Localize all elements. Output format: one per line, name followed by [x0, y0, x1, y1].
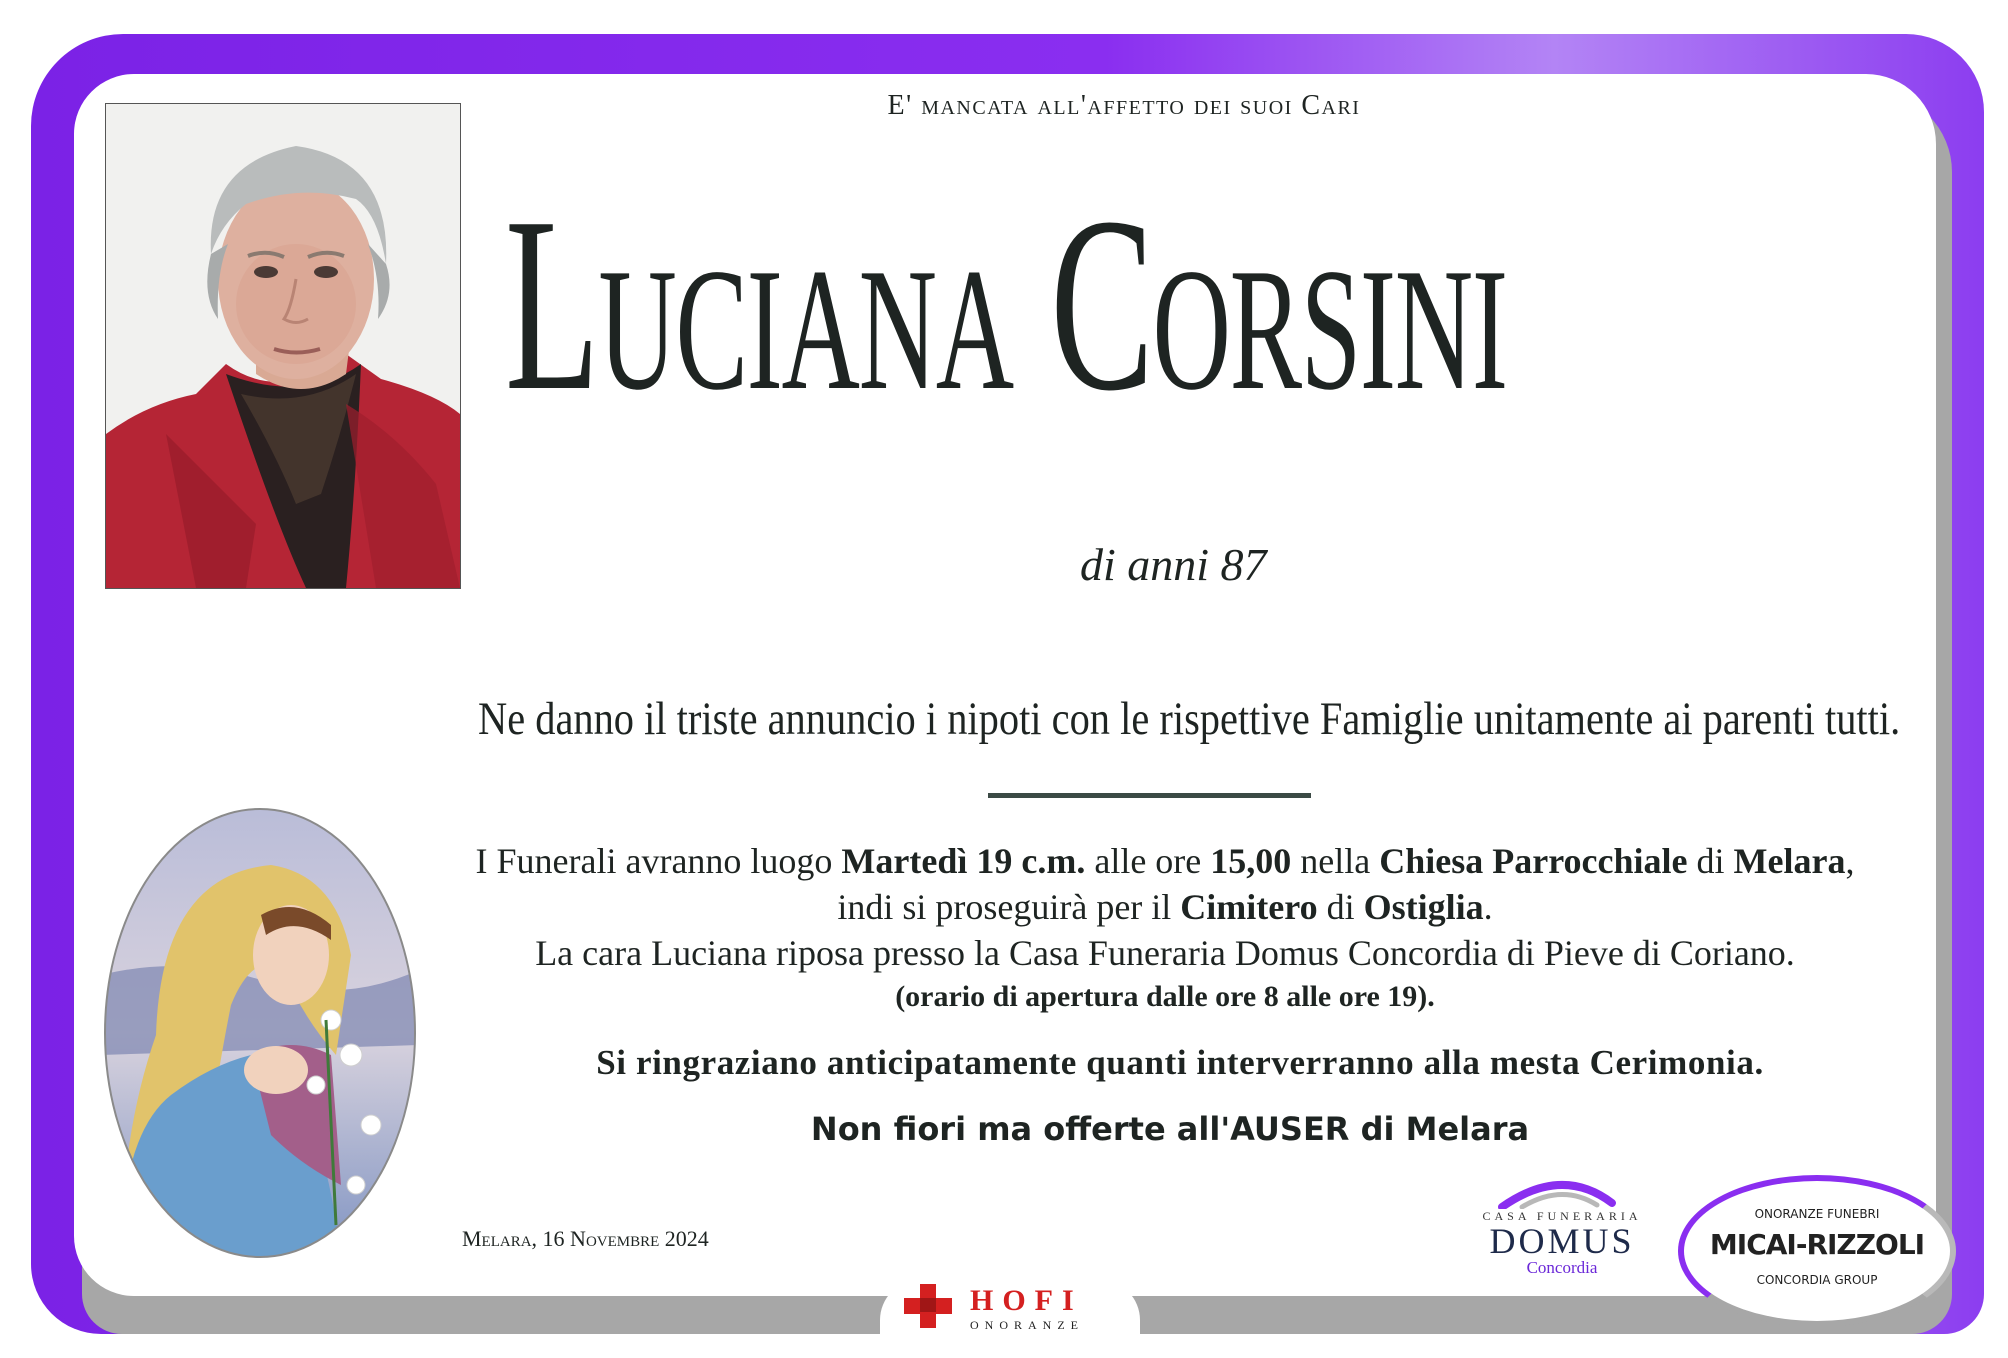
madonna-oval: [101, 805, 419, 1261]
portrait-image: [106, 104, 460, 588]
hofi-cube-icon: [900, 1282, 960, 1338]
funeral-line-3: La cara Luciana riposa presso la Casa Funeraria Domus Concordia di Pieve di Coriano.: [535, 933, 1795, 973]
domus-logo: [1462, 1175, 1662, 1278]
place-date: Melara, 16 Novembre 2024: [462, 1226, 709, 1251]
thanks-text: Si ringraziano anticipatamente quanti interverranno alla mesta Cerimonia.: [596, 1043, 1764, 1082]
domus-sub: Concordia: [1526, 1258, 1598, 1277]
funeral-line-2: indi si proseguirà per il Cimitero di Ostiglia.: [837, 887, 1493, 927]
micai-rizzoli-logo: ONORANZE FUNEBRI MICAI-RIZZOLI CONCORDIA GROUP: [1678, 1175, 1948, 1325]
portrait-photo: [105, 103, 461, 589]
donation-note: Non fiori ma offerte all'AUSER di Melara: [810, 1110, 1530, 1148]
age-text: di anni 87: [1080, 539, 1267, 590]
divider-line: [988, 793, 1311, 798]
announcement-text: Ne danno il triste annuncio i nipoti con le rispettive Famiglie unitamente ai parenti tutti.: [478, 693, 1901, 745]
domus-small-text: CASA FUNERARIA: [1482, 1209, 1642, 1223]
funeral-details: [420, 838, 1910, 976]
deceased-name: Luciana Corsini: [505, 166, 1507, 443]
madonna-image: [101, 805, 419, 1261]
domus-name: DOMUS: [1489, 1221, 1635, 1261]
opening-hours: (orario di apertura dalle ore 8 alle ore 19).: [895, 980, 1435, 1013]
funeral-line-1: I Funerali avranno luogo Martedì 19 c.m. alle ore 15,00 nella Chiesa Parrocchiale di Melara,: [475, 841, 1855, 881]
domus-arc-icon: [1462, 1175, 1662, 1209]
hofi-logo: HOFI ONORANZE: [900, 1282, 1140, 1342]
intro-line: E' mancata all'affetto dei suoi Cari: [887, 90, 1361, 121]
